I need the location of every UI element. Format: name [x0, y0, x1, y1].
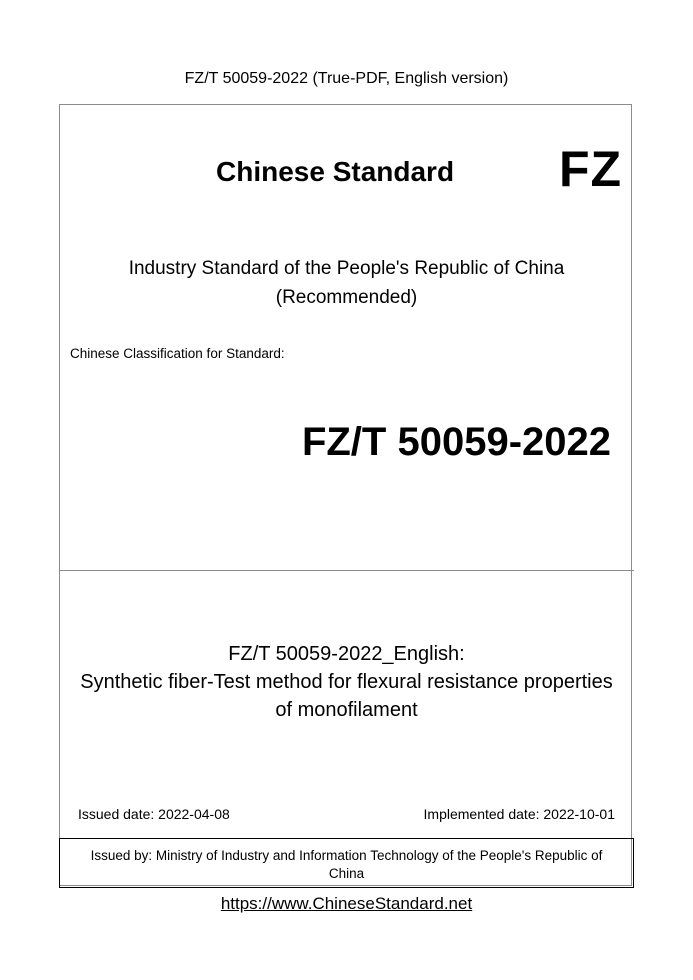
- subtitle-line-2: (Recommended): [275, 287, 418, 308]
- issued-date: Issued date: 2022-04-08: [78, 806, 230, 822]
- cover-title: Chinese Standard: [216, 156, 455, 187]
- cover-subtitle: [59, 254, 634, 312]
- document-title-line-2: Synthetic fiber-Test method for flexural resistance properties: [80, 671, 613, 693]
- document-header-title: FZ/T 50059-2022 (True-PDF, English version): [184, 70, 509, 87]
- implemented-date: Implemented date: 2022-10-01: [423, 806, 615, 822]
- document-title-line-1: FZ/T 50059-2022_English:: [228, 643, 465, 665]
- cover-divider: [59, 570, 634, 571]
- issued-by-box: [59, 838, 634, 888]
- document-title-line-3: of monofilament: [275, 699, 418, 721]
- standard-number: FZ/T 50059-2022: [301, 420, 611, 464]
- website-link[interactable]: https://www.ChineseStandard.net: [220, 894, 473, 913]
- classification-label: Chinese Classification for Standard:: [70, 346, 285, 361]
- issued-by-line-2: China: [328, 866, 365, 881]
- footer: [0, 894, 693, 914]
- issued-by-line-1: Issued by: Ministry of Industry and Information Technology of the People's Republic of: [90, 848, 603, 863]
- standard-code-prefix: FZ: [559, 141, 623, 197]
- subtitle-line-1: Industry Standard of the People's Republic of China: [128, 258, 565, 279]
- document-title: [59, 640, 634, 724]
- cover-frame: [59, 104, 632, 886]
